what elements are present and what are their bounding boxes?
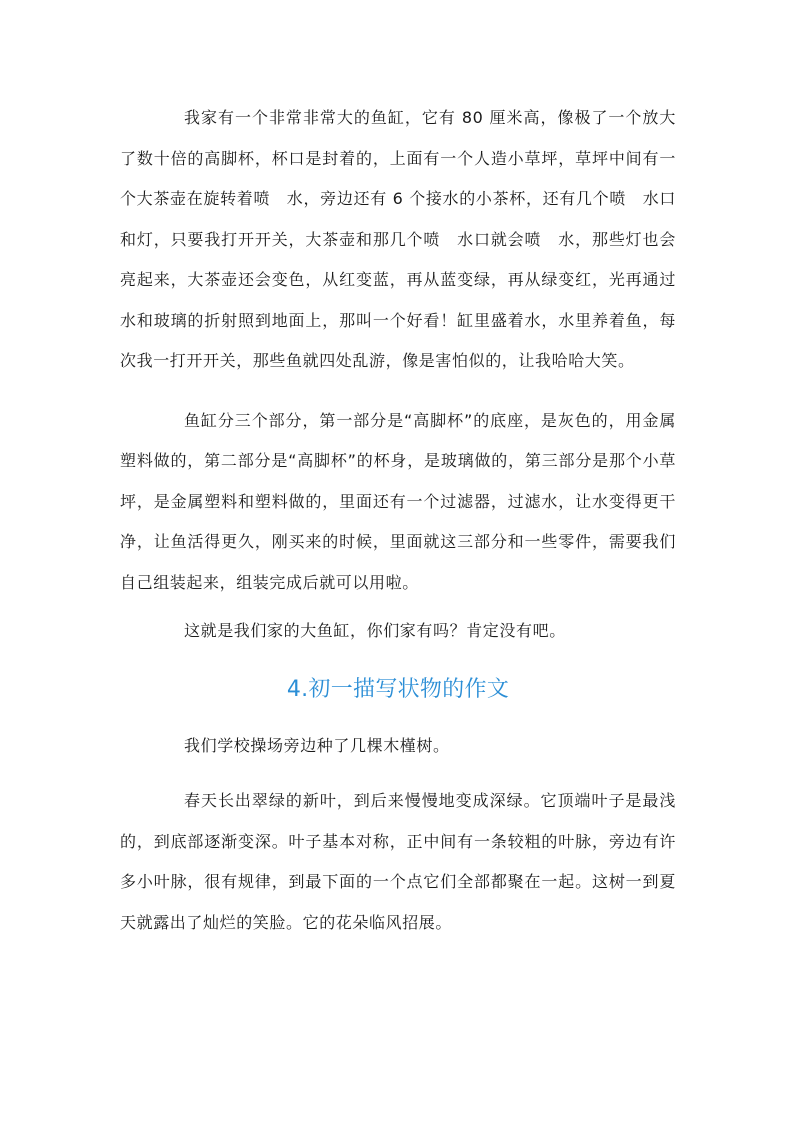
- paragraph-fish-tank-parts: 鱼缸分三个部分，第一部分是“高脚杯”的底座，是灰色的，用金属塑料做的，第二部分是“高脚杯”的杯身，是玻璃做的，第三部分是那个小草坪，是金属塑料和塑料做的，里面还有一个过滤器，过滤水，让水变得更干净，让鱼活得更久，刚买来的时候，里面就这三部分和一些零件，需要我们自己组装起来，组装完成后就可以用啦。: [120, 410, 676, 592]
- paragraph-fish-tank-closing: 这就是我们家的大鱼缸，你们家有吗？肯定没有吧。: [184, 621, 566, 640]
- section-heading: 4.初一描写状物的作文: [286, 676, 510, 702]
- paragraph-hibiscus-intro: 我们学校操场旁边种了几棵木槿树。: [184, 735, 450, 755]
- paragraph-hibiscus-leaves: 春天长出翠绿的新叶，到后来慢慢地变成深绿。它顶端叶子是最浅的，到底部逐渐变深。叶子基本对称，正中间有一条较粗的叶脉，旁边有许多小叶脉，很有规律，到最下面的一个点它们全部都聚在一起。这树一到夏天就露出了灿烂的笑脸。它的花朵临风招展。: [120, 791, 676, 932]
- paragraph-fish-tank-intro: 我家有一个非常非常大的鱼缸，它有 80 厘米高，像极了一个放大了数十倍的高脚杯，杯口是封着的，上面有一个人造小草坪，草坪中间有一个大茶壶在旋转着喷 水，旁边还有 6 个接水的小茶杯，还有几个喷 水口和灯，只要我打开开关，大茶壶和那几个喷 水口就会喷 水，那些灯也会亮起来，大茶壶还会变色，从红变蓝，再从蓝变绿，再从绿变红，光再通过水和玻璃的折射照到地面上，那叫一个好看！缸里盛着水，水里养着鱼，每次我一打开开关，那些鱼就四处乱游，像是害怕似的，让我哈哈大笑。: [120, 108, 676, 370]
- document-body: [120, 98, 676, 943]
